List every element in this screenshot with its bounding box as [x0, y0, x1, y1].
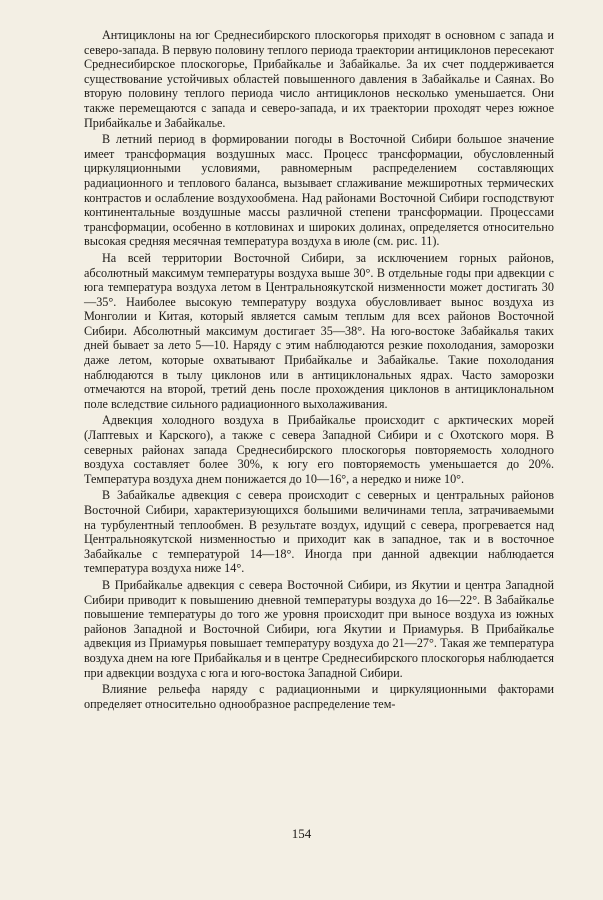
- paragraph-5: В Забайкалье адвекция с севера происходит с северных и центральных районов Восточной Сибири, характеризующихся большими величинами тепла, затрачиваемыми на турбулентный теплообмен. В результате воздух, идущий с севера, прогревается над Центральноякутской низменностью и приходит как в западное, так и в восточное Забайкалье с температурой 14—18°. Иногда при данной адвекции наблюдается температура воздуха ниже 14°.: [84, 488, 554, 576]
- page-body: [84, 28, 554, 713]
- paragraph-2: В летний период в формировании погоды в Восточной Сибири большое значение имеет трансформация воздушных масс. Процесс трансформации, обусловленный циркуляционными условиями, равномерным распределением составляющих радиационного и теплового баланса, вызывает сглаживание межширотных термических контрастов и ослабление воздухообмена. Над районами Восточной Сибири господствуют континентальные воздушные массы различной степени трансформации. Процессами трансформации, особенно в котловинах и широких долинах, определяется относительно высокая средняя месячная температура воздуха в июле (см. рис. 11).: [84, 132, 554, 249]
- page-number: 154: [291, 826, 312, 841]
- paragraph-6: В Прибайкалье адвекция с севера Восточной Сибири, из Якутии и центра Западной Сибири приводит к повышению дневной температуры воздуха до 16—22°. В Забайкалье повышение температуры до того же уровня происходит при выносе воздуха из южных районов Западной и Восточной Сибири, юга Якутии и Приамурья. В Прибайкалье адвекция из Приамурья повышает температуру воздуха до 21—27°. Такая же температура воздуха днем на юге Прибайкалья и в центре Среднесибирского плоскогорья наблюдается при адвекции воздуха с юга и юго-востока Западной Сибири.: [84, 577, 554, 680]
- paragraph-4: Адвекция холодного воздуха в Прибайкалье происходит с арктических морей (Лаптевых и Карского), а также с севера Западной Сибири и с Охотского моря. В северных районах запада Среднесибирского плоскогорья повторяемость холодного воздуха составляет более 30%, к югу его повторяемость уменьшается до 20%. Температура воздуха днем понижается до 10—16°, а нередко и ниже 10°.: [84, 413, 554, 486]
- paragraph-3: На всей территории Восточной Сибири, за исключением горных районов, абсолютный максимум температуры воздуха выше 30°. В отдельные годы при адвекции с юга температура воздуха летом в Центральноякутской низменности может достигать 30—35°. Наиболее высокую температуру воздуха обусловливает вынос воздуха из Монголии и Китая, который является самым теплым для всех районов Восточной Сибири. Абсолютный максимум достигает 35—38°. На юго-востоке Забайкалья таких дней бывает за лето 5—10. Наряду с этим наблюдаются резкие похолодания, заморозки даже летом, которые охватывают Прибайкалье и Забайкалье. Такие похолодания наблюдаются в тылу циклонов или в антициклональных ядрах. Часто заморозки отмечаются на второй, третий день после прохождения циклонов в антициклональном поле вследствие сильного радиационного выхолаживания.: [84, 250, 554, 411]
- paragraph-7: Влияние рельефа наряду с радиационными и циркуляционными факторами определяет относительно однообразное распределение тем-: [84, 682, 554, 711]
- paragraph-1: Антициклоны на юг Среднесибирского плоскогорья приходят в основном с запада и северо-запада. В первую половину теплого периода траектории антициклонов пересекают Среднесибирское плоскогорье, Прибайкалье и Забайкалье. За их счет поддерживается существование устойчивых областей повышенного давления в Забайкалье и Саянах. Во вторую половину теплого периода число антициклонов несколько уменьшается. Они также перемещаются с запада и северо-запада, и их траектории проходят через южное Прибайкалье и Забайкалье.: [84, 28, 554, 130]
